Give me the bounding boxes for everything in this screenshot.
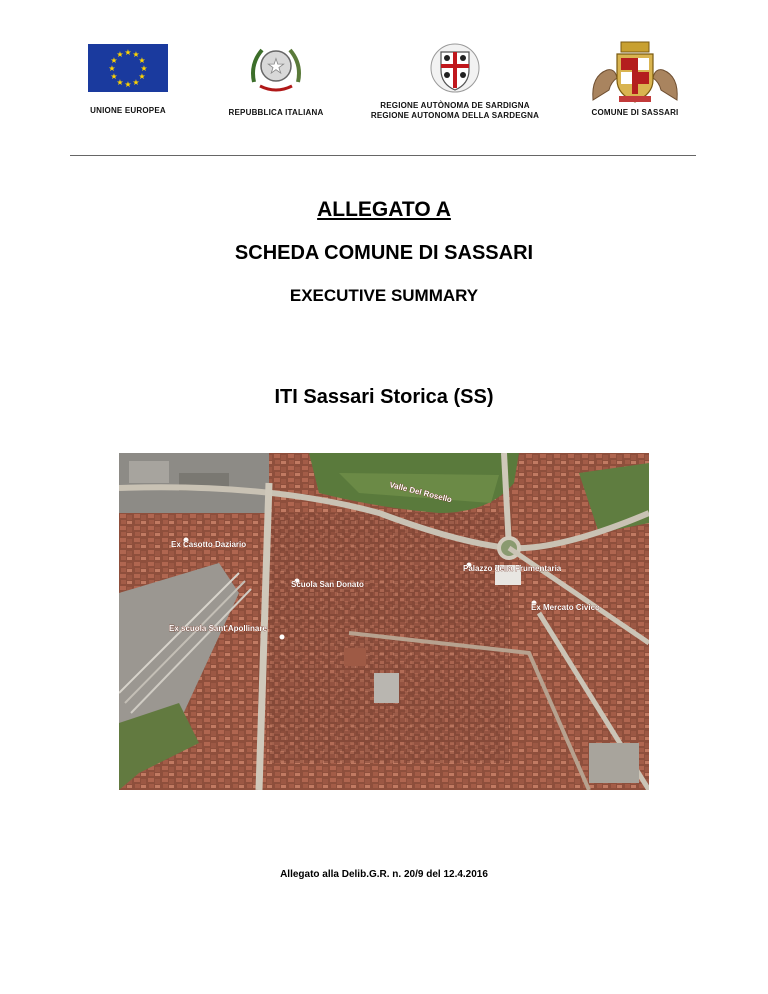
svg-text:★: ★ [132, 78, 140, 87]
sardinia-crest-icon [429, 42, 481, 94]
italy-caption: REPUBBLICA ITALIANA [228, 108, 324, 117]
sassari-coat-of-arms-icon [587, 40, 683, 106]
italian-emblem-icon [248, 42, 304, 96]
svg-text:★: ★ [140, 64, 148, 73]
sardinia-caption-2: REGIONE AUTONOMA DELLA SARDEGNA [370, 111, 540, 120]
map-label-frumentaria: Palazzo della Frumentaria [463, 564, 562, 573]
header-divider [70, 155, 696, 156]
svg-text:★: ★ [138, 56, 146, 65]
svg-text:★: ★ [116, 78, 124, 87]
svg-text:★: ★ [108, 64, 116, 73]
eu-logo [80, 44, 176, 115]
eu-caption: UNIONE EUROPEA [90, 106, 166, 115]
svg-text:★: ★ [110, 56, 118, 65]
sassari-caption: COMUNE DI SASSARI [591, 108, 679, 117]
sardinia-logo [362, 42, 548, 120]
project-title: ITI Sassari Storica (SS) [274, 386, 494, 408]
aerial-map-image [119, 453, 649, 790]
sassari-logo [577, 40, 693, 117]
svg-text:★: ★ [267, 54, 285, 78]
svg-text:★: ★ [116, 50, 124, 59]
italy-logo [218, 42, 334, 117]
document-title: ALLEGATO A [317, 198, 451, 221]
document-subtitle: SCHEDA COMUNE DI SASSARI [234, 242, 534, 264]
footer-note: Allegato alla Delib.G.R. n. 20/9 del 12.4.2016 [280, 869, 488, 880]
svg-text:★: ★ [124, 80, 132, 89]
svg-text:★: ★ [132, 50, 140, 59]
sardinia-caption-1: REGIONE AUTÒNOMA DE SARDIGNA [380, 101, 530, 110]
map-label-scuola: Scuola San Donato [291, 580, 364, 589]
svg-text:★: ★ [124, 48, 132, 57]
map-label-casotto: Ex Casotto Daziario [171, 540, 247, 549]
eu-flag-icon [88, 44, 168, 92]
map-label-valle: Valle Del Rosello [388, 480, 453, 505]
svg-text:★: ★ [138, 72, 146, 81]
executive-summary-heading: EXECUTIVE SUMMARY [289, 286, 479, 305]
map-label-apollinare: Ex scuola Sant'Apollinare [169, 624, 267, 633]
svg-text:★: ★ [110, 72, 118, 81]
map-label-mercato: Ex Mercato Civico [531, 603, 600, 612]
